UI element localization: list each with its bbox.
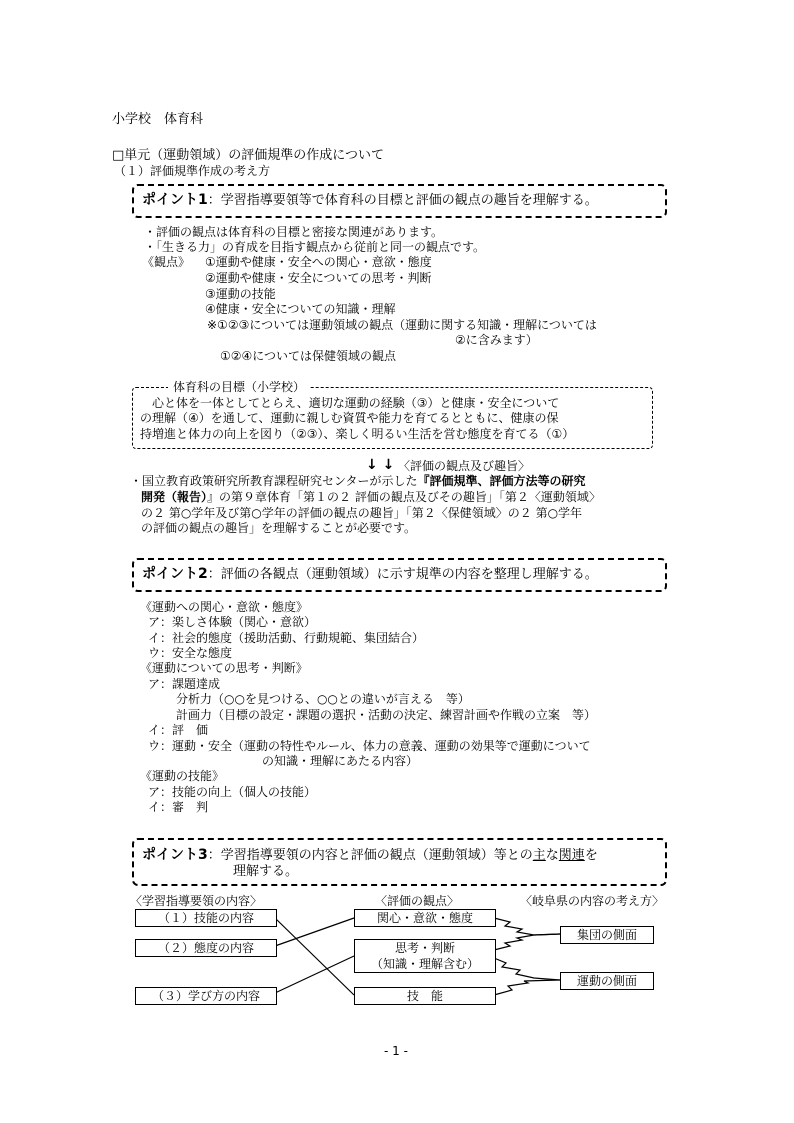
point3-text-line2: 理解する。 [233,864,299,879]
p2-line-6: ア：課題達成 [148,677,221,691]
point1-bullet-2: ・「生きる力」の育成を目指す観点から従前と同一の観点です。 [144,240,486,254]
point1-label: ポイント1 [142,192,208,208]
subject-title: 小学校 体育科 [112,112,204,127]
p2-line-5: 《運動についての思考・判断》 [140,661,308,675]
point1-text: ：学習指導要領等で体育科の目標と評価の観点の趣旨を理解する。 [207,193,598,208]
mid-box-shiko [354,939,496,973]
diagram-col2-header: 〈評価の観点〉 [375,894,460,908]
reference-line-1b: 『評価規準、評価方法等の研究 [417,474,586,488]
point1-bullet-1: ・評価の観点は体育科の目標と密接な関連があります。 [144,225,444,239]
p2-line-11: の知識・理解にあたる内容） [262,754,419,768]
connector-shiko-to-shudan [494,934,560,950]
left-box-attitude: （２）態度の内容 [135,939,277,957]
diagram-col1-header: 〈学習指導要領の内容〉 [130,894,263,908]
mid-box-shiko-line2: （知識・理解含む） [370,957,479,971]
point2-label: ポイント2 [142,566,208,582]
point3-label: ポイント3 [142,847,208,863]
reference-line-4: の評価の観点の趣旨」を理解することが必要です。 [141,521,417,535]
kanten-note-2: ②に含みます） [455,333,538,347]
connector-shiko-to-undo [494,958,560,980]
point3-text-c: を [584,848,598,863]
section-heading: □単元（運動領域）の評価規準の作成について [112,148,385,163]
p2-line-13: ア：技能の向上（個人の技能） [148,785,317,799]
p2-line-12: 《運動の技能》 [140,769,225,783]
left-box-learning: （３）学び方の内容 [135,987,277,1005]
mid-box-kanshin: 関心・意欲・態度 [354,909,496,927]
point3-text-a: ：学習指導要領の内容と評価の観点（運動領域）等との [207,848,533,863]
down-arrows: ↓ ↓ [366,457,395,473]
goal-line-2: の理解（④）を通して、運動に親しむ資質や能力を育てるとともに、健康の保 [140,411,559,425]
goal-line-1: 心と体を一体としてとらえ、適切な運動の経験（③）と健康・安全について [152,396,560,410]
connector-attitude-to-kanshin [275,918,354,946]
p2-line-8: 計画力（目標の設定・課題の選択・活動の決定、練習計画や作戦の立案 等） [176,708,597,722]
p2-line-1: 《運動への関心・意欲・態度》 [140,600,309,614]
point3-text-u1: 主 [532,848,546,863]
reference-line-3: の２ 第○学年及び第○学年の評価の観点の趣旨」「第２〈保健領域〉の２ 第○学年 [141,506,583,520]
kanten-item-3: ③運動の技能 [205,287,276,301]
subsection-heading: （１）評価規準作成の考え方 [114,164,271,178]
left-box-skill: （１）技能の内容 [135,909,277,927]
kanten-label: 《観点》 [142,255,191,269]
reference-line-1a: ・国立教育政策研究所教育課程研究センターが示した [130,474,418,488]
right-box-shudan: 集団の側面 [560,926,654,944]
p2-line-9: イ：評 価 [148,723,209,737]
p2-line-4: ウ：安全な態度 [148,646,233,660]
connector-gino-to-undo [494,980,560,995]
p2-line-10: ウ：運動・安全（運動の特性やルール、体力の意義、運動の効果等で運動について [148,739,591,753]
right-box-undo: 運動の側面 [560,972,654,990]
goal-line-3: 持増進と体力の向上を図り（②③）、楽しく明るい生活を営む態度を育てる（①） [140,427,575,441]
point2-text: ：評価の各観点（運動領域）に示す規準の内容を整理し理解する。 [207,567,598,582]
p2-line-3: イ：社会的態度（援助活動、行動規範、集団結合） [148,631,425,645]
diagram-col3-header: 〈岐阜県の内容の考え方〉 [520,894,665,908]
point3-text-b: な [545,848,559,863]
p2-line-7: 分析力（○○を見つける、○○との違いが言える 等） [176,692,470,706]
connector-manabi-to-shiko [275,956,354,993]
point3-text-u2: 関連 [558,848,585,863]
reference-line-2a: 開発（報告） [141,490,208,504]
p2-line-2: ア：楽しさ体験（関心・意欲） [148,615,317,629]
mid-box-shiko-line1: 思考・判断 [394,941,455,955]
kanten-item-2: ②運動や健康・安全についての思考・判断 [205,271,432,285]
kanten-item-1: ①運動や健康・安全への関心・意欲・態度 [205,255,432,269]
connector-kanshin-to-shudan [494,918,560,935]
kanten-note-3: ①②④については保健領域の観点 [220,349,397,363]
reference-line-2b: 』の第９章体育「第１の２ 評価の観点及びその趣旨」「第２〈運動領域〉 [207,490,601,504]
connector-skill-to-gino [275,918,354,995]
kanten-item-4: ④健康・安全についての知識・理解 [205,302,396,316]
mid-box-gino: 技 能 [354,987,496,1005]
p2-line-14: イ：審 判 [148,800,209,814]
page-number: - 1 - [384,1044,408,1058]
kanten-note-1: ※①②③については運動領域の観点（運動に関する知識・理解については [207,318,597,332]
goal-title: 体育科の目標（小学校） [168,380,310,395]
arrow-caption: 〈評価の観点及び趣旨〉 [398,459,531,473]
